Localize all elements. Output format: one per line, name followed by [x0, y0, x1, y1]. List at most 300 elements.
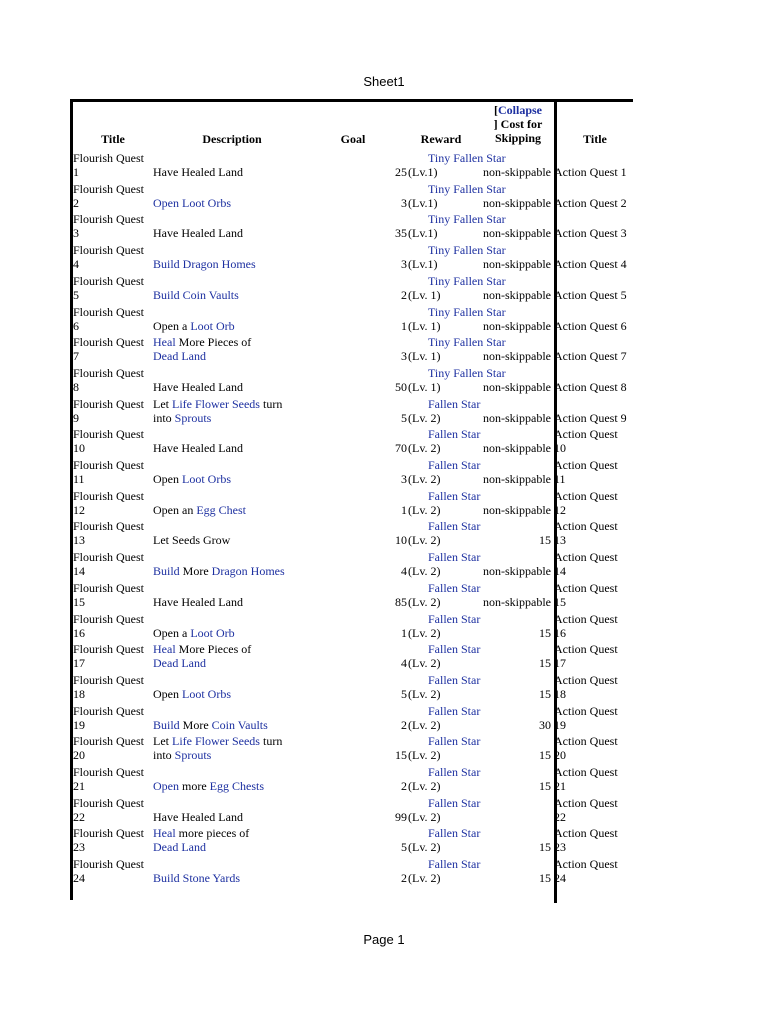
reward-level: (Lv. 1)	[408, 349, 441, 364]
sheet-name: Sheet1	[363, 74, 405, 89]
description-text: more	[179, 779, 210, 793]
row-action-title	[554, 765, 634, 793]
row-goal: 1	[401, 318, 407, 333]
row-reward	[408, 487, 484, 517]
action-title-line-1: Action Quest	[554, 734, 618, 749]
row-action-title	[554, 642, 634, 670]
description-line	[153, 380, 331, 394]
row-title-line-2: 14	[73, 564, 85, 579]
table-row	[73, 640, 633, 671]
row-title-line-1: Flourish Quest	[73, 335, 145, 350]
reward-link[interactable]: Fallen Star	[428, 427, 481, 442]
description-line	[153, 397, 331, 411]
reward-link[interactable]: Fallen Star	[428, 826, 481, 841]
row-title	[73, 519, 153, 547]
row-title-line-2: 15	[73, 594, 85, 609]
description-link[interactable]: Loot Orb	[190, 318, 235, 333]
row-reward	[408, 610, 484, 640]
description-link[interactable]: Dead Land	[153, 349, 206, 364]
row-description	[153, 779, 331, 793]
row-cost: non-skippable	[483, 472, 551, 486]
table-row	[73, 210, 633, 241]
description-text: Have Healed Land	[153, 165, 243, 179]
row-title	[73, 182, 153, 210]
row-reward	[408, 824, 484, 854]
cost-header-line-2: ] Cost for	[493, 117, 543, 131]
row-action-title	[554, 704, 634, 732]
description-link[interactable]: Dragon Homes	[211, 564, 285, 579]
table-row	[73, 579, 633, 610]
description-text: Let	[153, 396, 172, 411]
table-row	[73, 794, 633, 825]
description-link[interactable]: Dead Land	[153, 840, 206, 855]
row-title-line-2: 21	[73, 779, 85, 793]
row-title-line-1: Flourish Quest	[73, 734, 145, 749]
header-description	[153, 103, 311, 149]
collapse-link[interactable]: Collapse	[497, 103, 542, 117]
row-title-line-2: 17	[73, 656, 85, 671]
row-title-line-1: Flourish Quest	[73, 151, 145, 165]
reward-link[interactable]: Fallen Star	[428, 396, 481, 411]
spreadsheet-table	[70, 99, 633, 900]
action-title-line-1: Action Quest	[554, 672, 618, 687]
row-action-title: Action Quest 3	[554, 226, 627, 241]
row-title-line-1: Flourish Quest	[73, 181, 145, 196]
row-reward	[408, 732, 484, 762]
reward-level: (Lv.1)	[408, 257, 438, 272]
row-cost: non-skippable	[483, 287, 551, 302]
row-title	[73, 335, 153, 363]
row-cost: non-skippable	[483, 349, 551, 364]
description-line	[153, 335, 331, 349]
row-title	[73, 826, 153, 854]
header-goal	[313, 103, 393, 149]
row-reward	[408, 364, 506, 394]
table-row	[73, 732, 633, 763]
row-description	[153, 642, 331, 670]
row-goal: 4	[401, 656, 407, 671]
row-reward	[408, 180, 506, 210]
action-title-line-2: 17	[554, 656, 566, 671]
row-cost: 15	[539, 748, 551, 763]
description-line	[153, 257, 331, 271]
table-row	[73, 548, 633, 579]
description-link[interactable]: Life Flower Seeds	[172, 734, 260, 749]
row-title-line-1: Flourish Quest	[73, 427, 145, 442]
row-title	[73, 765, 153, 793]
description-link[interactable]: Build	[153, 717, 180, 732]
action-title-line-1: Action Quest	[554, 458, 618, 472]
row-action-title	[554, 427, 634, 455]
reward-level: (Lv. 1)	[408, 287, 441, 302]
reward-level: (Lv. 2)	[408, 717, 441, 732]
description-link[interactable]: Sprouts	[174, 748, 212, 763]
description-text: Have Healed Land	[153, 226, 243, 241]
reward-link[interactable]: Fallen Star	[428, 580, 481, 595]
action-title-line-1: Action Quest	[554, 857, 618, 872]
description-link[interactable]: Coin Vaults	[211, 717, 268, 732]
description-line	[153, 503, 331, 517]
row-title-line-2: 8	[73, 379, 79, 394]
row-goal: 2	[401, 717, 407, 732]
action-title-line-2: 19	[554, 717, 566, 732]
description-text: Have Healed Land	[153, 379, 243, 394]
description-link[interactable]: Loot Orbs	[182, 686, 231, 701]
row-action-title: Action Quest 4	[554, 257, 627, 272]
reward-link[interactable]: Tiny Fallen Star	[428, 365, 506, 380]
row-title-line-1: Flourish Quest	[73, 765, 145, 779]
header-description-label: Description	[202, 132, 262, 146]
description-link[interactable]: Heal	[153, 826, 176, 841]
description-line	[153, 734, 331, 748]
description-line	[153, 779, 331, 793]
reward-link[interactable]: Fallen Star	[428, 672, 481, 687]
description-text: Open a	[153, 318, 191, 333]
row-reward	[408, 333, 506, 364]
row-cost: non-skippable	[483, 195, 551, 210]
table-row	[73, 855, 633, 886]
header-cost	[483, 103, 553, 149]
row-reward	[408, 548, 484, 578]
description-text: Have Healed Land	[153, 809, 243, 824]
action-title-line-1: Action Quest	[554, 765, 618, 779]
row-goal: 1	[401, 502, 407, 517]
row-cost: non-skippable	[483, 502, 551, 517]
row-goal: 25	[395, 165, 407, 179]
row-title-line-1: Flourish Quest	[73, 243, 145, 258]
row-action-title	[554, 550, 634, 578]
row-title-line-1: Flourish Quest	[73, 519, 145, 534]
reward-link[interactable]: Fallen Star	[428, 458, 481, 472]
reward-link[interactable]: Fallen Star	[428, 642, 481, 657]
row-action-title: Action Quest 6	[554, 318, 627, 333]
action-title-line-2: 16	[554, 625, 566, 640]
action-title-line-1: Action Quest	[554, 580, 618, 595]
cost-header-line-1	[483, 103, 553, 117]
description-line	[153, 642, 331, 656]
row-title-line-2: 10	[73, 441, 85, 456]
row-description	[153, 397, 331, 425]
row-description	[153, 826, 331, 854]
action-title-line-2: 15	[554, 594, 566, 609]
description-link[interactable]: Build Stone Yards	[153, 871, 241, 886]
description-link[interactable]: Build Dragon Homes	[153, 257, 256, 272]
row-action-title: Action Quest 7	[554, 349, 627, 364]
description-link[interactable]: Loot Orb	[190, 625, 235, 640]
row-goal: 5	[401, 840, 407, 855]
action-title-line-2: 20	[554, 748, 566, 763]
reward-link[interactable]: Fallen Star	[428, 519, 481, 534]
reward-link[interactable]: Fallen Star	[428, 488, 481, 503]
row-action-title	[554, 519, 634, 547]
reward-link[interactable]: Fallen Star	[428, 611, 481, 626]
row-description	[153, 503, 331, 517]
row-title	[73, 243, 153, 271]
table-row	[73, 303, 633, 334]
table-row	[73, 517, 633, 548]
reward-level: (Lv.1)	[408, 226, 438, 241]
row-description	[153, 380, 331, 394]
description-link[interactable]: Build	[153, 564, 180, 579]
row-cost: 15	[539, 625, 551, 640]
row-title	[73, 673, 153, 701]
description-line	[153, 718, 331, 732]
row-title-line-1: Flourish Quest	[73, 672, 145, 687]
reward-level: (Lv. 2)	[408, 779, 441, 793]
action-title-line-2: 11	[554, 472, 566, 486]
action-title-line-2: 22	[554, 809, 566, 824]
description-link[interactable]: Egg Chests	[209, 779, 264, 793]
reward-level: (Lv. 2)	[408, 410, 441, 425]
row-title-line-2: 23	[73, 840, 85, 855]
row-action-title: Action Quest 5	[554, 287, 627, 302]
row-reward	[408, 517, 484, 547]
description-line	[153, 288, 331, 302]
row-title-line-2: 20	[73, 748, 85, 763]
reward-link[interactable]: Fallen Star	[428, 734, 481, 749]
description-text: More Pieces of	[175, 642, 252, 657]
table-row	[73, 763, 633, 794]
reward-link[interactable]: Tiny Fallen Star	[428, 335, 506, 350]
action-title-line-1: Action Quest	[554, 611, 618, 626]
row-cost: 15	[539, 533, 551, 548]
row-description	[153, 226, 331, 240]
row-action-title: Action Quest 8	[554, 379, 627, 394]
row-description	[153, 626, 331, 640]
action-title-line-1: Action Quest	[554, 795, 618, 810]
row-goal: 99	[395, 809, 407, 824]
row-action-title	[554, 857, 634, 885]
action-title-line-1: Action Quest	[554, 427, 618, 442]
table-row	[73, 241, 633, 272]
row-cost: non-skippable	[483, 318, 551, 333]
row-goal: 50	[395, 379, 407, 394]
header-title-label: Title	[101, 132, 125, 146]
row-title-line-2: 22	[73, 809, 85, 824]
row-reward	[408, 794, 484, 824]
row-title	[73, 305, 153, 333]
description-link[interactable]: Dead Land	[153, 656, 206, 671]
row-title	[73, 458, 153, 486]
description-line	[153, 319, 331, 333]
row-description	[153, 335, 331, 363]
table-row	[73, 671, 633, 702]
row-description	[153, 288, 331, 302]
row-description	[153, 441, 331, 455]
row-title-line-2: 19	[73, 717, 85, 732]
row-description	[153, 595, 331, 609]
row-title-line-2: 1	[73, 165, 79, 179]
row-goal: 2	[401, 779, 407, 793]
row-title-line-1: Flourish Quest	[73, 580, 145, 595]
action-title-line-2: 12	[554, 502, 566, 517]
description-text: Open a	[153, 625, 191, 640]
row-goal: 3	[401, 195, 407, 210]
row-title	[73, 397, 153, 425]
action-title-line-1: Action Quest	[554, 826, 618, 841]
reward-level: (Lv. 1)	[408, 379, 441, 394]
table-row	[73, 702, 633, 733]
row-cost: 15	[539, 656, 551, 671]
description-text: Have Healed Land	[153, 441, 243, 456]
row-reward	[408, 640, 484, 670]
description-line	[153, 595, 331, 609]
description-link[interactable]: Life Flower Seeds	[172, 396, 260, 411]
description-link[interactable]: Build Coin Vaults	[153, 287, 239, 302]
row-cost: non-skippable	[483, 165, 551, 179]
row-description	[153, 734, 331, 762]
reward-link[interactable]: Tiny Fallen Star	[428, 212, 506, 227]
row-title-line-2: 18	[73, 686, 85, 701]
reward-link[interactable]: Fallen Star	[428, 703, 481, 718]
row-title	[73, 796, 153, 824]
row-goal: 2	[401, 871, 407, 886]
row-description	[153, 165, 331, 179]
row-cost: 15	[539, 779, 551, 793]
description-text: Let Seeds Grow	[153, 533, 231, 548]
action-title-line-1: Action Quest	[554, 550, 618, 565]
row-action-title	[554, 581, 634, 609]
reward-link[interactable]: Tiny Fallen Star	[428, 243, 506, 258]
row-reward	[408, 579, 484, 609]
description-line	[153, 533, 331, 547]
reward-level: (Lv. 2)	[408, 748, 441, 763]
row-title	[73, 612, 153, 640]
description-text: Open	[153, 686, 182, 701]
bracket-open: [	[493, 103, 498, 117]
reward-link[interactable]: Tiny Fallen Star	[428, 151, 506, 165]
header-goal-label: Goal	[340, 132, 366, 146]
action-title-line-1: Action Quest	[554, 488, 618, 503]
reward-level: (Lv. 2)	[408, 686, 441, 701]
table-row	[73, 456, 633, 487]
reward-level: (Lv. 2)	[408, 809, 441, 824]
description-text: Have Healed Land	[153, 594, 243, 609]
row-reward	[408, 149, 506, 179]
row-description	[153, 533, 331, 547]
row-description	[153, 810, 331, 824]
row-cost: 15	[539, 871, 551, 886]
row-reward	[408, 395, 484, 425]
row-title-line-2: 2	[73, 195, 79, 210]
header-title	[73, 103, 153, 149]
row-description	[153, 319, 331, 333]
description-line	[153, 441, 331, 455]
table-row	[73, 272, 633, 303]
description-line	[153, 748, 331, 762]
reward-level: (Lv. 2)	[408, 871, 441, 886]
row-cost: non-skippable	[483, 226, 551, 241]
reward-link[interactable]: Fallen Star	[428, 795, 481, 810]
cost-header-line-3: Skipping	[494, 131, 542, 145]
row-title-line-2: 3	[73, 226, 79, 241]
row-action-title	[554, 458, 634, 486]
row-title-line-2: 6	[73, 318, 79, 333]
description-text: More	[179, 717, 212, 732]
row-goal: 35	[395, 226, 407, 241]
reward-link[interactable]: Fallen Star	[428, 857, 481, 872]
row-reward	[408, 210, 506, 241]
description-text: Open	[153, 472, 182, 486]
reward-level: (Lv. 2)	[408, 840, 441, 855]
row-title-line-1: Flourish Quest	[73, 365, 145, 380]
reward-level: (Lv. 2)	[408, 656, 441, 671]
description-link[interactable]: Heal	[153, 335, 176, 350]
description-link[interactable]: Open Loot Orbs	[153, 195, 231, 210]
description-text: Let	[153, 734, 172, 749]
row-title-line-1: Flourish Quest	[73, 396, 145, 411]
reward-link[interactable]: Tiny Fallen Star	[428, 181, 506, 196]
row-title	[73, 642, 153, 670]
row-reward	[408, 702, 484, 732]
row-goal: 5	[401, 686, 407, 701]
row-title-line-1: Flourish Quest	[73, 857, 145, 872]
action-title-line-2: 14	[554, 564, 566, 579]
row-reward	[408, 272, 506, 302]
reward-level: (Lv. 2)	[408, 594, 441, 609]
description-link[interactable]: Heal	[153, 642, 176, 657]
action-title-line-1: Action Quest	[554, 642, 618, 657]
row-cost: 15	[539, 840, 551, 855]
reward-level: (Lv. 2)	[408, 441, 441, 456]
description-line	[153, 840, 331, 854]
description-line	[153, 226, 331, 240]
description-link[interactable]: Open	[153, 779, 179, 793]
row-description	[153, 871, 331, 885]
reward-level: (Lv. 2)	[408, 472, 441, 486]
row-title	[73, 212, 153, 240]
action-title-line-2: 18	[554, 686, 566, 701]
row-action-title: Action Quest 2	[554, 195, 627, 210]
reward-link[interactable]: Fallen Star	[428, 550, 481, 565]
reward-level: (Lv. 2)	[408, 533, 441, 548]
row-reward	[408, 763, 484, 793]
row-title-line-2: 11	[73, 472, 85, 486]
row-action-title	[554, 489, 634, 517]
description-line	[153, 656, 331, 670]
row-title-line-2: 13	[73, 533, 85, 548]
row-title	[73, 489, 153, 517]
row-goal: 10	[395, 533, 407, 548]
row-action-title	[554, 673, 634, 701]
row-reward	[408, 241, 506, 272]
description-text: more pieces of	[175, 826, 250, 841]
description-line	[153, 349, 331, 363]
row-title	[73, 274, 153, 302]
reward-level: (Lv.1)	[408, 195, 438, 210]
table-row	[73, 425, 633, 456]
description-link[interactable]: Egg Chest	[196, 502, 246, 517]
action-title-line-1: Action Quest	[554, 703, 618, 718]
description-line	[153, 196, 331, 210]
row-title	[73, 427, 153, 455]
row-title-line-1: Flourish Quest	[73, 212, 145, 227]
row-cost: non-skippable	[483, 410, 551, 425]
description-link[interactable]: Sprouts	[174, 410, 212, 425]
table-row	[73, 824, 633, 855]
row-action-title	[554, 612, 634, 640]
row-goal: 3	[401, 349, 407, 364]
reward-link[interactable]: Tiny Fallen Star	[428, 304, 506, 319]
row-goal: 70	[395, 441, 407, 456]
row-title	[73, 550, 153, 578]
reward-link[interactable]: Tiny Fallen Star	[428, 273, 506, 288]
reward-link[interactable]: Fallen Star	[428, 765, 481, 779]
row-goal: 5	[401, 410, 407, 425]
description-line	[153, 472, 331, 486]
row-title-line-1: Flourish Quest	[73, 488, 145, 503]
description-link[interactable]: Loot Orbs	[182, 472, 231, 486]
